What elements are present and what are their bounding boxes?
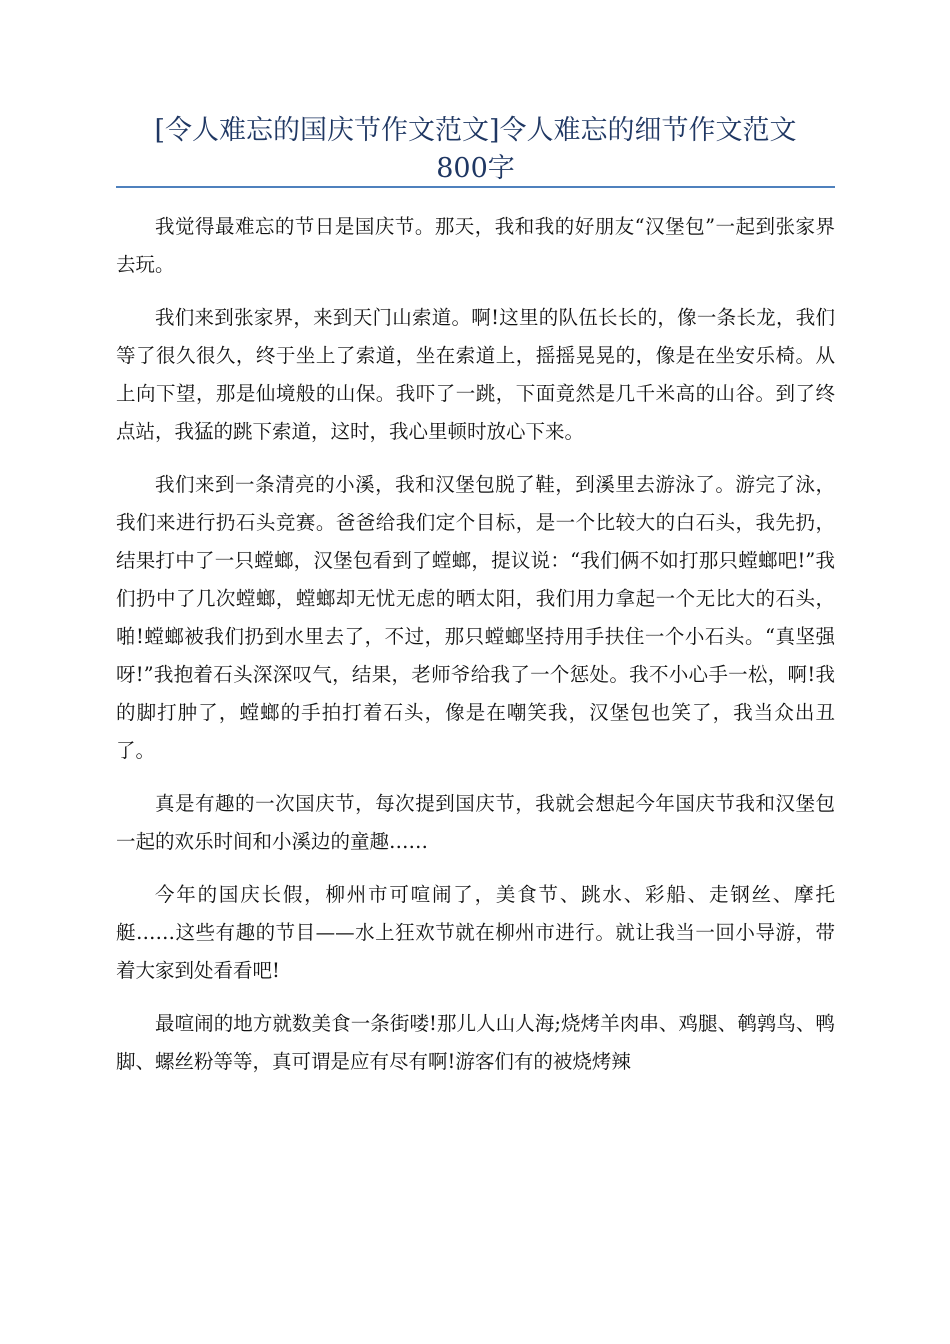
title-line-2: 800字 (436, 153, 515, 184)
document-body (116, 208, 835, 1096)
paragraph-6: 最喧闹的地方就数美食一条街喽!那儿人山人海;烧烤羊肉串、鸡腿、鹌鹑鸟、鸭脚、螺丝粉等等，真可谓是应有尽有啊!游客们有的被烧烤辣 (116, 1012, 835, 1073)
title-line-1: [令人难忘的国庆节作文范文]令人难忘的细节作文范文 (154, 115, 797, 146)
title-divider (116, 186, 835, 188)
paragraph-4: 真是有趣的一次国庆节，每次提到国庆节，我就会想起今年国庆节我和汉堡包一起的欢乐时间和小溪边的童趣…… (116, 792, 835, 853)
document-title (116, 112, 835, 188)
paragraph-5: 今年的国庆长假，柳州市可喧闹了，美食节、跳水、彩船、走钢丝、摩托艇……这些有趣的节目——水上狂欢节就在柳州市进行。就让我当一回小导游，带着大家到处看看吧! (116, 883, 835, 982)
paragraph-1: 我觉得最难忘的节日是国庆节。那天，我和我的好朋友“汉堡包”一起到张家界去玩。 (116, 215, 835, 276)
paragraph-3: 我们来到一条清亮的小溪，我和汉堡包脱了鞋，到溪里去游泳了。游完了泳，我们来进行扔石头竞赛。爸爸给我们定个目标，是一个比较大的白石头，我先扔，结果打中了一只螳螂，汉堡包看到了螳螂，提议说：“我们俩不如打那只螳螂吧!”我们扔中了几次螳螂，螳螂却无忧无虑的晒太阳，我们用力拿起一个无比大的石头，啪!螳螂被我们扔到水里去了，不过，那只螳螂坚持用手扶住一个小石头。“真坚强呀!”我抱着石头深深叹气，结果，老师爷给我了一个惩处。我不小心手一松，啊!我的脚打肿了，螳螂的手拍打着石头，像是在嘲笑我，汉堡包也笑了，我当众出丑了。 (116, 473, 835, 762)
paragraph-2: 我们来到张家界，来到天门山索道。啊!这里的队伍长长的，像一条长龙，我们等了很久很久，终于坐上了索道，坐在索道上，摇摇晃晃的，像是在坐安乐椅。从上向下望，那是仙境般的山保。我吓了一跳，下面竟然是几千米高的山谷。到了终点站，我猛的跳下索道，这时，我心里顿时放心下来。 (116, 306, 835, 443)
